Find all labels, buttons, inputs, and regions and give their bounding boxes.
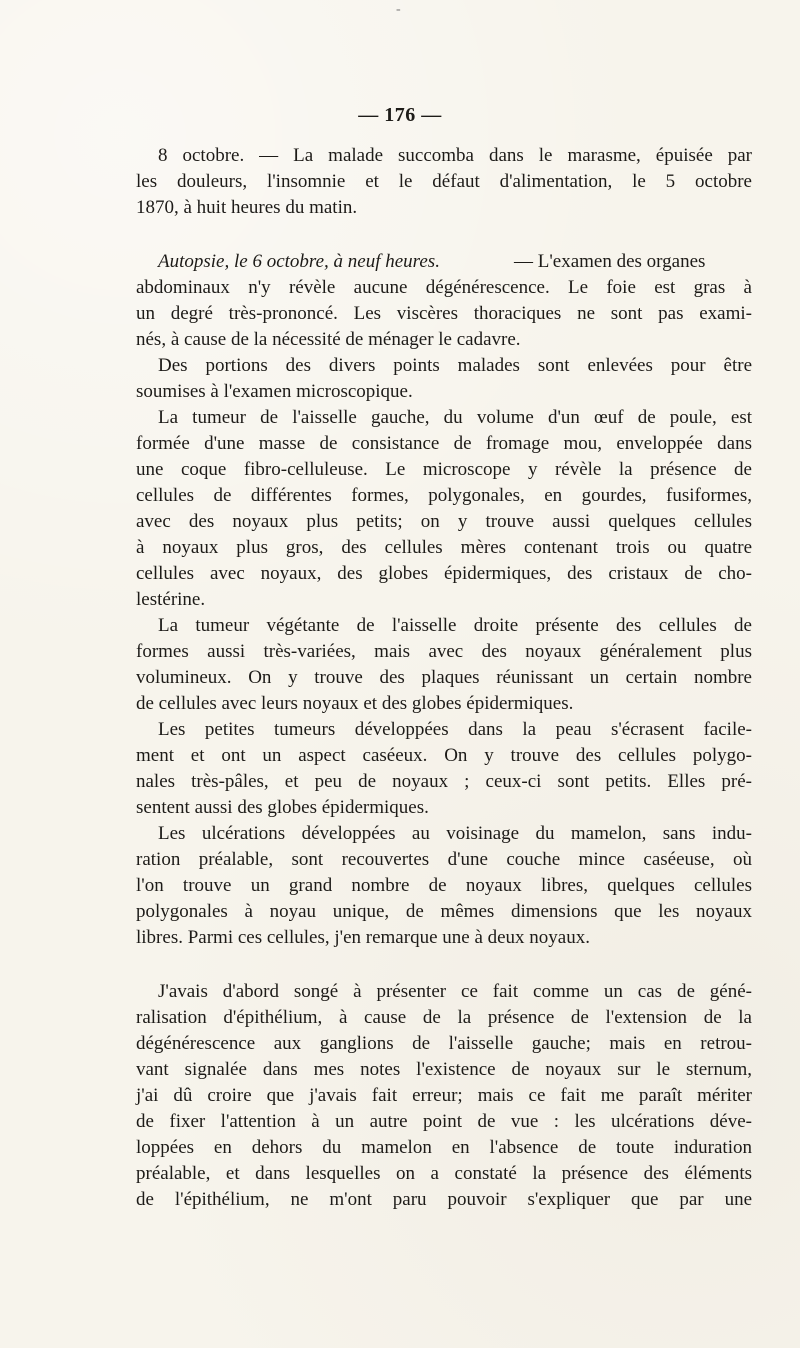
text-line: sentent aussi des globes épidermiques. [136, 797, 429, 818]
text-line: préalable, et dans lesquelles on a constaté la présence des éléments [136, 1163, 752, 1184]
text-line: une coque fibro-celluleuse. Le microscope y révèle la présence de [136, 459, 752, 480]
text-line: La tumeur végétante de l'aisselle droite présente des cellules de [158, 615, 752, 636]
text-line: nales très-pâles, et peu de noyaux ; ceux-ci sont petits. Elles pré- [136, 771, 752, 792]
text-line: avec des noyaux plus petits; on y trouve aussi quelques cellules [136, 511, 752, 532]
text-line: soumises à l'examen microscopique. [136, 381, 413, 402]
text-line: de l'épithélium, ne m'ont paru pouvoir s'expliquer que par une [136, 1189, 752, 1210]
text-line: ration préalable, sont recouvertes d'une couche mince caséeuse, où [136, 849, 752, 870]
text-line: formée d'une masse de consistance de fromage mou, enveloppée dans [136, 433, 752, 454]
text-line: 1870, à huit heures du matin. [136, 197, 358, 218]
text-line: j'ai dû croire que j'avais fait erreur; mais ce fait me paraît mériter [136, 1085, 752, 1106]
text-line: l'on trouve un grand nombre de noyaux libres, quelques cellules [136, 875, 752, 896]
text-line: de cellules avec leurs noyaux et des globes épidermiques. [136, 693, 574, 714]
text-line: 8 octobre. — La malade succomba dans le marasme, épuisée par [158, 145, 752, 166]
text-line: dégénérescence aux ganglions de l'aisselle gauche; mais en retrou- [136, 1033, 752, 1054]
text-line: vant signalée dans mes notes l'existence de noyaux sur le sternum, [136, 1059, 752, 1080]
section-heading: Autopsie, le 6 octobre, à neuf heures. [158, 251, 440, 272]
text-line: — L'examen des organes [514, 251, 706, 272]
text-line: loppées en dehors du mamelon en l'absence de toute induration [136, 1137, 752, 1158]
text-line: J'avais d'abord songé à présenter ce fait comme un cas de géné- [158, 981, 752, 1002]
text-line: de fixer l'attention à un autre point de vue : les ulcérations déve- [136, 1111, 752, 1132]
text-line: polygonales à noyau unique, de mêmes dimensions que les noyaux [136, 901, 752, 922]
text-line: lestérine. [136, 589, 206, 610]
top-mark: - [396, 2, 401, 17]
text-line: cellules de différentes formes, polygonales, en gourdes, fusiformes, [136, 485, 752, 506]
text-line: à noyaux plus gros, des cellules mères contenant trois ou quatre [136, 537, 752, 558]
text-line: ment et ont un aspect caséeux. On y trouve des cellules polygo- [136, 745, 752, 766]
text-line: Les petites tumeurs développées dans la peau s'écrasent facile- [158, 719, 752, 740]
text-line: formes aussi très-variées, mais avec des noyaux généralement plus [136, 641, 752, 662]
text-line: cellules avec noyaux, des globes épidermiques, des cristaux de cho- [136, 563, 752, 584]
text-line: ralisation d'épithélium, à cause de la présence de l'extension de la [136, 1007, 752, 1028]
text-line: Les ulcérations développées au voisinage du mamelon, sans indu- [158, 823, 752, 844]
text-line: La tumeur de l'aisselle gauche, du volume d'un œuf de poule, est [158, 407, 752, 428]
page-number: — 176 — [358, 104, 442, 126]
text-line: nés, à cause de la nécessité de ménager le cadavre. [136, 329, 521, 350]
text-line: abdominaux n'y révèle aucune dégénérescence. Le foie est gras à [136, 277, 752, 298]
text-line: un degré très-prononcé. Les viscères thoraciques ne sont pas exami- [136, 303, 752, 324]
text-line: les douleurs, l'insomnie et le défaut d'alimentation, le 5 octobre [136, 171, 752, 192]
text-line: Des portions des divers points malades sont enlevées pour être [158, 355, 752, 376]
text-line: volumineux. On y trouve des plaques réunissant un certain nombre [136, 667, 752, 688]
text-line: libres. Parmi ces cellules, j'en remarque une à deux noyaux. [136, 927, 590, 948]
